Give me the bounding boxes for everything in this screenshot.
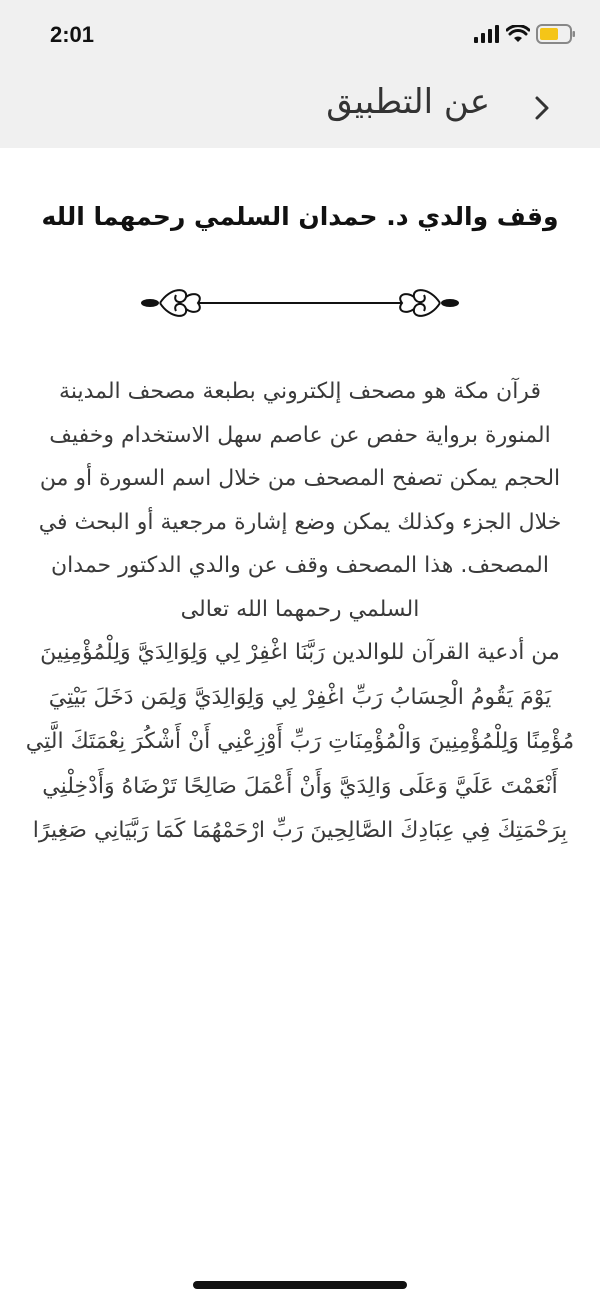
status-bar <box>0 0 600 72</box>
battery-icon <box>536 24 576 44</box>
back-button[interactable] <box>528 88 556 128</box>
about-description: قرآن مكة هو مصحف إلكتروني بطبعة مصحف المدينة المنورة برواية حفص عن عاصم سهل الاستخدام وخفيف الحجم يمكن تصفح المصحف من خلال اسم السورة أو من خلال الجزء وكذلك يمكن وضع إشارة مرجعية أو البحث في المصحف. هذا المصحف وقف عن والدي الدكتور حمدان السلمي رحمهما الله تعالى <box>38 379 562 622</box>
wifi-icon <box>506 25 530 43</box>
status-icons <box>474 24 576 44</box>
chevron-right-icon <box>534 95 550 121</box>
dedication-heading: وقف والدي د. حمدان السلمي رحمهما الله <box>41 202 559 231</box>
signal-icon <box>474 25 500 43</box>
nav-bar <box>0 72 600 148</box>
status-time: 2:01 <box>50 22 95 47</box>
ornament-divider-icon <box>140 273 460 333</box>
home-indicator[interactable] <box>193 1281 407 1289</box>
prayer-text: من أدعية القرآن للوالدين رَبَّنَا اغْفِرْ لِي وَلِوَالِدَيَّ وَلِلْمُؤْمِنِينَ يَوْمَ يَقُومُ الْحِسَابُ رَبِّ اغْفِرْ لِي وَلِوَالِدَيَّ وَلِمَن دَخَلَ بَيْتِيَ مُؤْمِنًا وَلِلْمُؤْمِنِينَ وَالْمُؤْمِنَاتِ رَبِّ أَوْزِعْنِي أَنْ أَشْكُرَ نِعْمَتَكَ الَّتِي أَنْعَمْتَ عَلَيَّ وَعَلَى وَالِدَيَّ وَأَنْ أَعْمَلَ صَالِحًا تَرْضَاهُ وَأَدْخِلْنِي بِرَحْمَتِكَ فِي عِبَادِكَ الصَّالِحِينَ رَبِّ ارْحَمْهُمَا كَمَا رَبَّيَانِي صَغِيرًا <box>25 640 575 843</box>
page-title: عن التطبيق <box>326 82 490 122</box>
